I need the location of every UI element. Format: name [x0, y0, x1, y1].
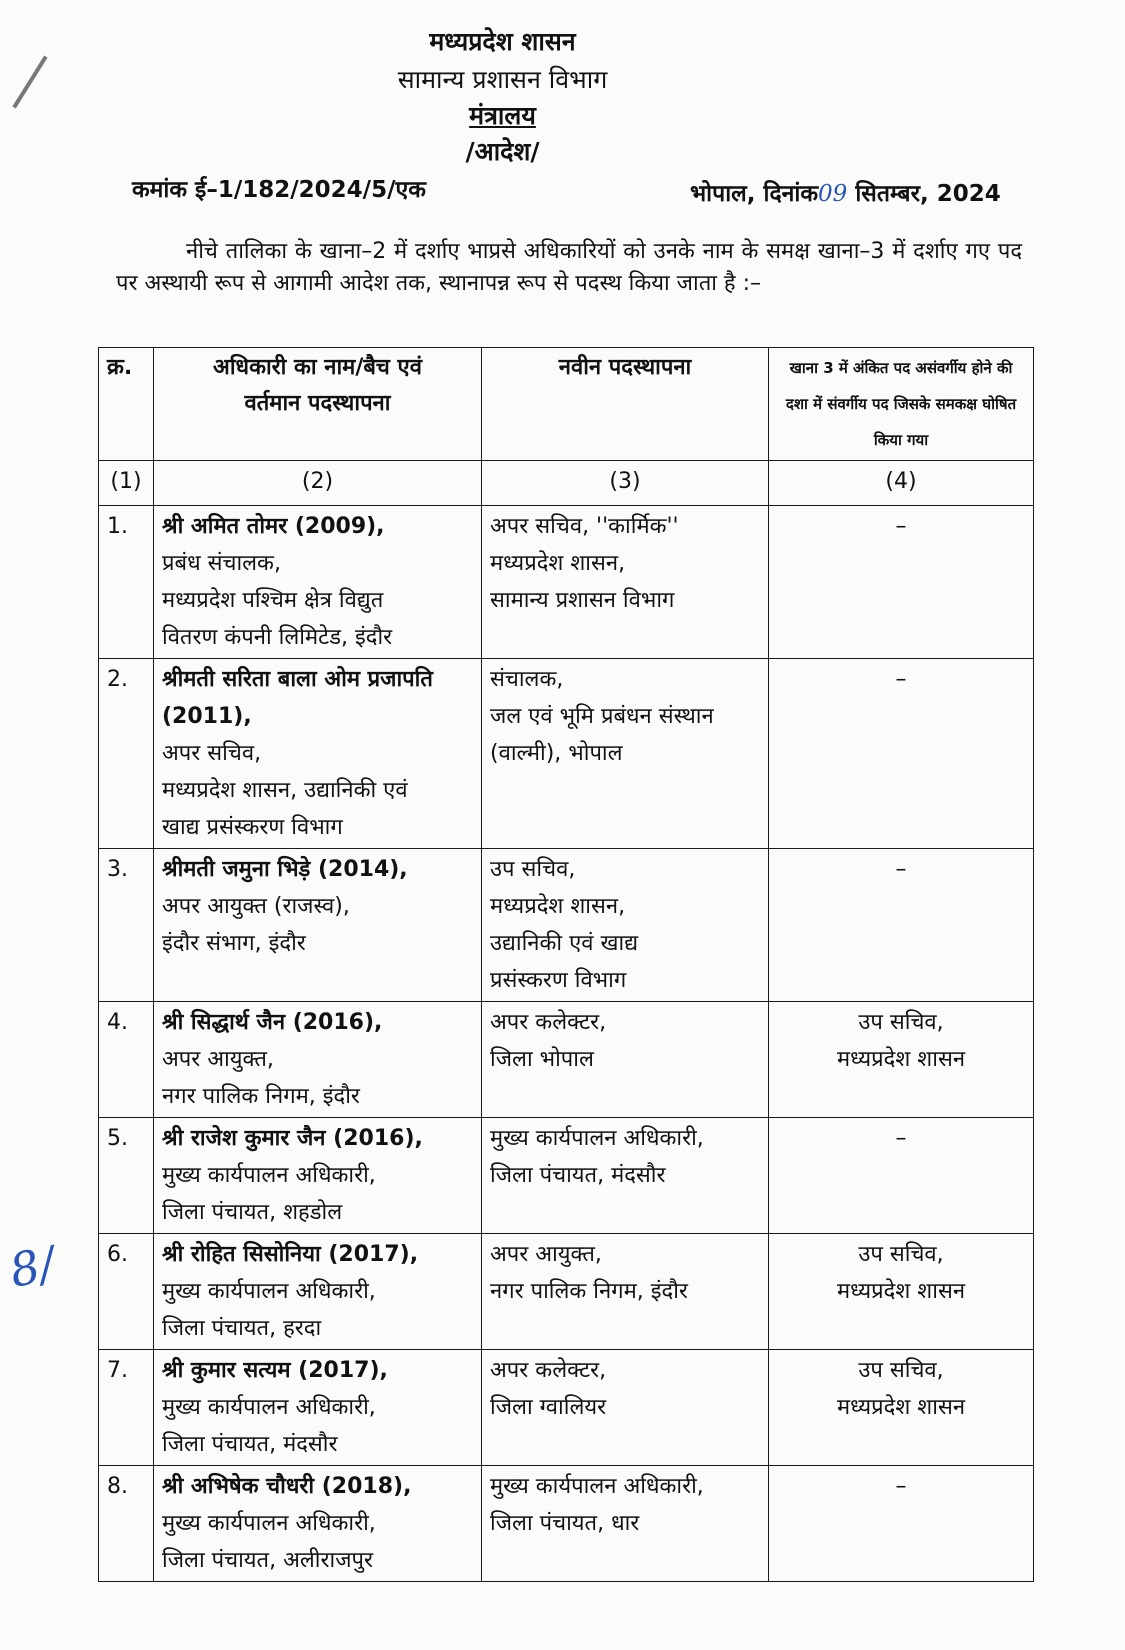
table-row: [99, 1234, 1034, 1350]
current-posting-line: अपर सचिव,: [162, 741, 262, 766]
equivalent-post-cell: [769, 659, 1034, 849]
equivalent-post-line: उप सचिव,: [858, 1010, 944, 1035]
new-posting-line: अपर कलेक्टर,: [490, 1358, 607, 1383]
officer-cell: [154, 506, 482, 659]
current-posting-line: मध्यप्रदेश पश्चिम क्षेत्र विद्युत: [162, 588, 384, 613]
current-posting-line: जिला पंचायत, अलीराजपुर: [162, 1548, 374, 1573]
current-posting-line: जिला पंचायत, शहडोल: [162, 1200, 343, 1225]
row-serial: 5.: [99, 1118, 154, 1234]
column-number-3: (3): [482, 461, 769, 506]
officer-cell: [154, 1234, 482, 1350]
new-posting-cell: [482, 1234, 769, 1350]
new-posting-cell: [482, 1002, 769, 1118]
current-posting-line: मुख्य कार्यपालन अधिकारी,: [162, 1279, 376, 1304]
new-posting-line: उद्यानिकी एवं खाद्य: [490, 931, 639, 956]
current-posting-line: इंदौर संभाग, इंदौर: [162, 931, 306, 956]
table-row: [99, 1466, 1034, 1582]
header-officer-line2: वर्तमान पदस्थापना: [244, 391, 391, 416]
equivalent-post-line: –: [895, 1126, 907, 1151]
new-posting-line: जिला भोपाल: [490, 1047, 594, 1072]
order-heading: /आदेश/: [465, 137, 540, 166]
handwritten-date-day: 09: [818, 181, 848, 207]
equivalent-post-line: –: [895, 857, 907, 882]
new-posting-line: मध्यप्रदेश शासन,: [490, 894, 626, 919]
table-row: [99, 849, 1034, 1002]
officer-name: श्री सिद्धार्थ जैन (2016),: [162, 1010, 383, 1035]
officer-name: श्रीमती सरिता बाला ओम प्रजापति (2011),: [162, 667, 433, 729]
place-date-prefix: भोपाल, दिनांक: [690, 181, 819, 207]
row-serial: 7.: [99, 1350, 154, 1466]
new-posting-cell: [482, 1466, 769, 1582]
row-serial: 3.: [99, 849, 154, 1002]
new-posting-line: उप सचिव,: [490, 857, 576, 882]
current-posting-line: जिला पंचायत, हरदा: [162, 1316, 322, 1341]
table-row: [99, 506, 1034, 659]
header-equivalent-post: खाना 3 में अंकित पद असंवर्गीय होने की दशा में संवर्गीय पद जिसके समकक्ष घोषित किया गया: [769, 348, 1034, 461]
officer-cell: [154, 659, 482, 849]
equivalent-post-cell: [769, 1234, 1034, 1350]
new-posting-cell: [482, 1118, 769, 1234]
new-posting-line: जिला पंचायत, धार: [490, 1511, 640, 1536]
equivalent-post-line: मध्यप्रदेश शासन: [836, 1395, 966, 1420]
new-posting-line: (वाल्मी), भोपाल: [490, 741, 623, 766]
equivalent-post-cell: [769, 1002, 1034, 1118]
new-posting-line: सामान्य प्रशासन विभाग: [490, 588, 675, 613]
new-posting-cell: [482, 1350, 769, 1466]
new-posting-line: जिला ग्वालियर: [490, 1395, 607, 1420]
place-date: [690, 176, 1001, 208]
new-posting-cell: [482, 506, 769, 659]
equivalent-post-line: उप सचिव,: [858, 1242, 944, 1267]
new-posting-cell: [482, 659, 769, 849]
officer-name: श्री राजेश कुमार जैन (2016),: [162, 1126, 423, 1151]
column-number-row: [99, 461, 1034, 506]
current-posting-line: वितरण कंपनी लिमिटेड, इंदौर: [162, 625, 393, 650]
order-intro-text: नीचे तालिका के खाना–2 में दर्शाए भाप्रसे अधिकारियों को उनके नाम के समक्ष खाना–3 में दर्शाए गए पद पर अस्थायी रूप से आगामी आदेश तक, स्थानापन्न रूप से पदस्थ किया जाता है :–: [116, 239, 1022, 296]
officer-cell: [154, 1466, 482, 1582]
current-posting-line: अपर आयुक्त (राजस्व),: [162, 894, 350, 919]
row-serial: 2.: [99, 659, 154, 849]
current-posting-line: जिला पंचायत, मंदसौर: [162, 1432, 338, 1457]
header-officer: [154, 348, 482, 461]
current-posting-line: मुख्य कार्यपालन अधिकारी,: [162, 1395, 376, 1420]
current-posting-line: नगर पालिक निगम, इंदौर: [162, 1084, 360, 1109]
officer-name: श्री अभिषेक चौधरी (2018),: [162, 1474, 412, 1499]
handwritten-initials: 8/: [4, 1235, 60, 1299]
equivalent-post-cell: [769, 849, 1034, 1002]
equivalent-post-line: मध्यप्रदेश शासन: [836, 1279, 966, 1304]
equivalent-post-cell: [769, 1466, 1034, 1582]
officer-name: श्री कुमार सत्यम (2017),: [162, 1358, 388, 1383]
new-posting-line: जिला पंचायत, मंदसौर: [490, 1163, 666, 1188]
department-heading: सामान्य प्रशासन विभाग: [397, 65, 608, 94]
equivalent-post-cell: [769, 1118, 1034, 1234]
officer-cell: [154, 1350, 482, 1466]
new-posting-line: जल एवं भूमि प्रबंधन संस्थान: [490, 704, 714, 729]
header-new-posting: नवीन पदस्थापना: [482, 348, 769, 461]
new-posting-cell: [482, 849, 769, 1002]
new-posting-line: प्रसंस्करण विभाग: [490, 968, 627, 993]
header-serial: क्र.: [99, 348, 154, 461]
officer-name: श्री रोहित सिसोनिया (2017),: [162, 1242, 419, 1267]
posting-table: [98, 347, 1034, 1582]
office-heading: मंत्रालय: [469, 101, 536, 130]
officer-cell: [154, 1118, 482, 1234]
table-row: [99, 1002, 1034, 1118]
new-posting-line: मुख्य कार्यपालन अधिकारी,: [490, 1126, 704, 1151]
table-row: [99, 1350, 1034, 1466]
current-posting-line: अपर आयुक्त,: [162, 1047, 274, 1072]
row-serial: 6.: [99, 1234, 154, 1350]
government-heading: मध्यप्रदेश शासन: [429, 27, 576, 56]
current-posting-line: प्रबंध संचालक,: [162, 551, 281, 576]
officer-name: श्री अमित तोमर (2009),: [162, 514, 385, 539]
table-row: [99, 1118, 1034, 1234]
row-serial: 4.: [99, 1002, 154, 1118]
new-posting-line: मध्यप्रदेश शासन,: [490, 551, 626, 576]
new-posting-line: अपर कलेक्टर,: [490, 1010, 607, 1035]
new-posting-line: संचालक,: [490, 667, 564, 692]
equivalent-post-line: मध्यप्रदेश शासन: [836, 1047, 966, 1072]
new-posting-line: नगर पालिक निगम, इंदौर: [490, 1279, 688, 1304]
new-posting-line: अपर सचिव, ''कार्मिक'': [490, 514, 679, 539]
equivalent-post-line: –: [895, 514, 907, 539]
date-month-year: सितम्बर, 2024: [855, 181, 1001, 207]
header-officer-line1: अधिकारी का नाम/बैच एवं: [213, 355, 422, 380]
column-number-1: (1): [99, 461, 154, 506]
equivalent-post-cell: [769, 1350, 1034, 1466]
current-posting-line: मध्यप्रदेश शासन, उद्यानिकी एवं: [162, 778, 408, 803]
row-serial: 1.: [99, 506, 154, 659]
column-number-2: (2): [154, 461, 482, 506]
current-posting-line: मुख्य कार्यपालन अधिकारी,: [162, 1511, 376, 1536]
equivalent-post-line: –: [895, 667, 907, 692]
column-number-4: (4): [769, 461, 1034, 506]
table-header-row: [99, 348, 1034, 461]
officer-cell: [154, 849, 482, 1002]
new-posting-line: मुख्य कार्यपालन अधिकारी,: [490, 1474, 704, 1499]
equivalent-post-cell: [769, 506, 1034, 659]
current-posting-line: खाद्य प्रसंस्करण विभाग: [162, 815, 343, 840]
equivalent-post-line: –: [895, 1474, 907, 1499]
reference-number: कमांक ई–1/182/2024/5/एक: [132, 177, 426, 203]
row-serial: 8.: [99, 1466, 154, 1582]
officer-cell: [154, 1002, 482, 1118]
equivalent-post-line: उप सचिव,: [858, 1358, 944, 1383]
new-posting-line: अपर आयुक्त,: [490, 1242, 602, 1267]
officer-name: श्रीमती जमुना भिड़े (2014),: [162, 857, 408, 882]
current-posting-line: मुख्य कार्यपालन अधिकारी,: [162, 1163, 376, 1188]
table-row: [99, 659, 1034, 849]
